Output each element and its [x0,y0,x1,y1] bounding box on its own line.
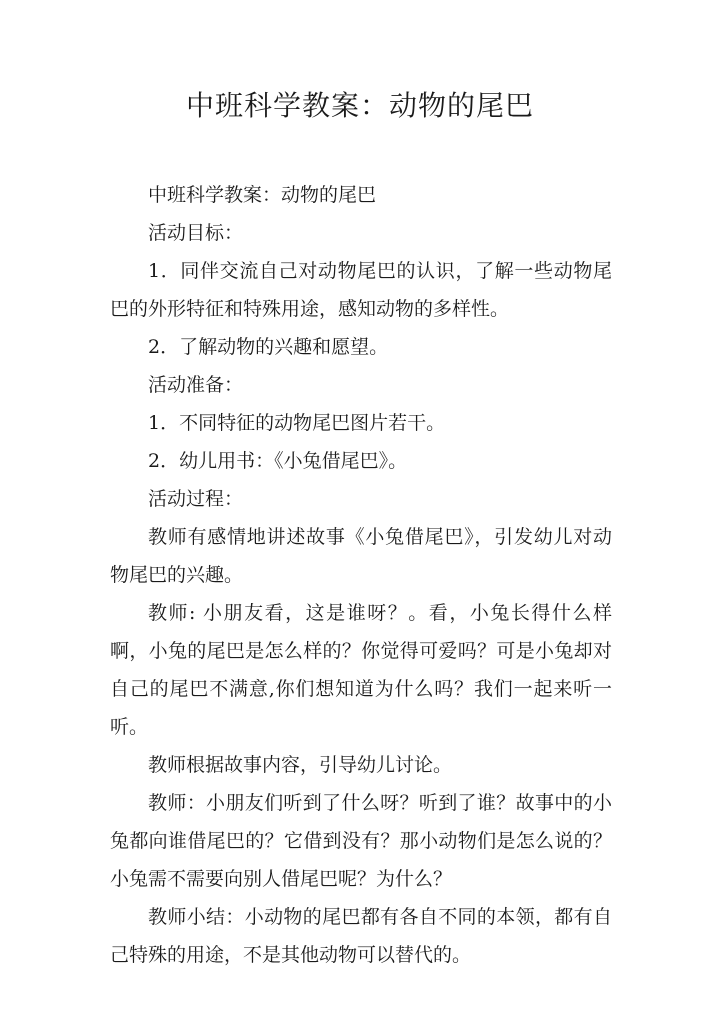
paragraph-goal-1: 1．同伴交流自己对动物尾巴的认识，了解一些动物尾巴的外形特征和特殊用途，感知动物的多样性。 [110,260,612,320]
document-title: 中班科学教案：动物的尾巴 [185,89,534,122]
paragraph-prep-heading: 活动准备： [148,374,244,396]
paragraph-process-2: 教师: 小朋友看，这是谁呀？。看，小兔长得什么样啊，小兔的尾巴是怎么样的？你觉得可爱吗？可是小兔却对自己的尾巴不满意,你们想知道为什么吗？我们一起来听一听。 [110,602,612,738]
paragraph-prep-2: 2．幼儿用书：《小兔借尾巴》。 [148,450,408,472]
paragraph-prep-1: 1．不同特征的动物尾巴图片若干。 [148,412,446,434]
document-body [110,176,612,974]
paragraph-goals-heading: 活动目标： [148,222,244,244]
paragraph-process-3: 教师根据故事内容，引导幼儿讨论。 [148,754,453,776]
paragraph-heading-repeat: 中班科学教案：动物的尾巴 [148,184,377,206]
paragraph-process-1: 教师有感情地讲述故事《小兔借尾巴》，引发幼儿对动物尾巴的兴趣。 [110,526,612,586]
paragraph-goal-2: 2．了解动物的兴趣和愿望。 [148,336,389,358]
paragraph-summary: 教师小结：小动物的尾巴都有各自不同的本领，都有自己特殊的用途，不是其他动物可以替代的。 [110,906,612,966]
paragraph-process-4: 教师：小朋友们听到了什么呀？听到了谁？故事中的小兔都向谁借尾巴的？它借到没有？那小动物们是怎么说的？小兔需不需要向别人借尾巴呢？为什么？ [110,792,612,890]
paragraph-process-heading: 活动过程： [148,488,244,510]
